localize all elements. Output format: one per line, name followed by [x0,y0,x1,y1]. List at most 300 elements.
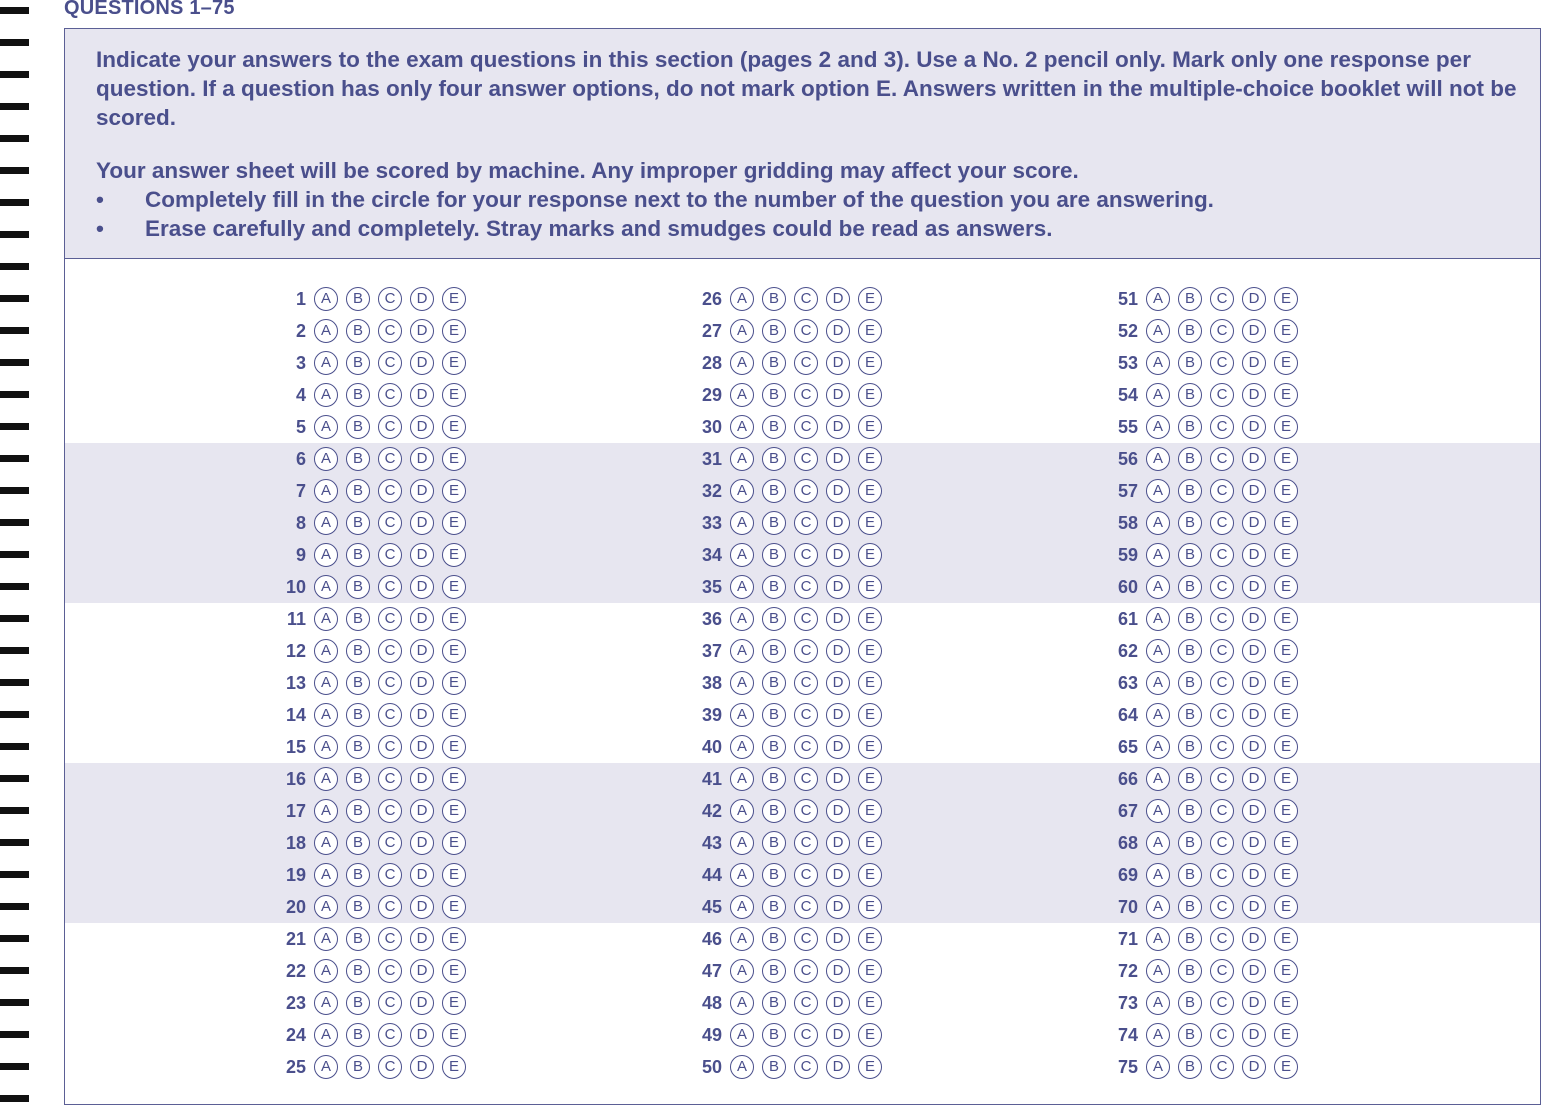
answer-bubble-a[interactable]: A [730,287,754,311]
answer-bubble-b[interactable]: B [346,959,370,983]
answer-bubble-c[interactable]: C [378,991,402,1015]
answer-bubble-e[interactable]: E [858,607,882,631]
answer-bubble-a[interactable]: A [314,959,338,983]
answer-bubble-b[interactable]: B [1178,447,1202,471]
answer-bubble-c[interactable]: C [378,671,402,695]
answer-bubble-b[interactable]: B [346,575,370,599]
answer-bubble-d[interactable]: D [410,991,434,1015]
answer-bubble-e[interactable]: E [442,351,466,375]
answer-bubble-c[interactable]: C [378,703,402,727]
answer-bubble-b[interactable]: B [762,1055,786,1079]
answer-bubble-d[interactable]: D [1242,287,1266,311]
answer-bubble-a[interactable]: A [314,575,338,599]
answer-bubble-e[interactable]: E [442,319,466,343]
answer-bubble-e[interactable]: E [442,383,466,407]
answer-bubble-d[interactable]: D [1242,671,1266,695]
answer-bubble-b[interactable]: B [762,639,786,663]
answer-bubble-a[interactable]: A [730,479,754,503]
answer-bubble-e[interactable]: E [1274,319,1298,343]
answer-bubble-e[interactable]: E [442,415,466,439]
answer-bubble-e[interactable]: E [858,735,882,759]
answer-bubble-e[interactable]: E [858,831,882,855]
answer-bubble-b[interactable]: B [1178,383,1202,407]
answer-bubble-b[interactable]: B [1178,511,1202,535]
answer-bubble-e[interactable]: E [1274,479,1298,503]
answer-bubble-a[interactable]: A [314,543,338,567]
answer-bubble-a[interactable]: A [1146,895,1170,919]
answer-bubble-a[interactable]: A [730,767,754,791]
answer-bubble-c[interactable]: C [1210,607,1234,631]
answer-bubble-d[interactable]: D [410,895,434,919]
answer-bubble-b[interactable]: B [1178,287,1202,311]
answer-bubble-c[interactable]: C [378,607,402,631]
answer-bubble-d[interactable]: D [410,575,434,599]
answer-bubble-c[interactable]: C [1210,863,1234,887]
answer-bubble-a[interactable]: A [730,927,754,951]
answer-bubble-e[interactable]: E [1274,991,1298,1015]
answer-bubble-d[interactable]: D [410,1023,434,1047]
answer-bubble-e[interactable]: E [858,895,882,919]
answer-bubble-c[interactable]: C [794,479,818,503]
answer-bubble-a[interactable]: A [730,735,754,759]
answer-bubble-e[interactable]: E [442,287,466,311]
answer-bubble-c[interactable]: C [1210,735,1234,759]
answer-bubble-a[interactable]: A [730,863,754,887]
answer-bubble-d[interactable]: D [1242,863,1266,887]
answer-bubble-e[interactable]: E [1274,639,1298,663]
answer-bubble-c[interactable]: C [794,447,818,471]
answer-bubble-d[interactable]: D [826,447,850,471]
answer-bubble-d[interactable]: D [410,511,434,535]
answer-bubble-e[interactable]: E [442,671,466,695]
answer-bubble-a[interactable]: A [314,639,338,663]
answer-bubble-a[interactable]: A [314,511,338,535]
answer-bubble-e[interactable]: E [858,447,882,471]
answer-bubble-e[interactable]: E [858,319,882,343]
answer-bubble-b[interactable]: B [346,895,370,919]
answer-bubble-c[interactable]: C [794,767,818,791]
answer-bubble-d[interactable]: D [410,319,434,343]
answer-bubble-c[interactable]: C [1210,415,1234,439]
answer-bubble-e[interactable]: E [858,511,882,535]
answer-bubble-a[interactable]: A [314,479,338,503]
answer-bubble-b[interactable]: B [762,1023,786,1047]
answer-bubble-d[interactable]: D [826,895,850,919]
answer-bubble-c[interactable]: C [794,895,818,919]
answer-bubble-b[interactable]: B [346,863,370,887]
answer-bubble-d[interactable]: D [410,415,434,439]
answer-bubble-e[interactable]: E [858,415,882,439]
answer-bubble-a[interactable]: A [730,703,754,727]
answer-bubble-a[interactable]: A [314,671,338,695]
answer-bubble-b[interactable]: B [762,927,786,951]
answer-bubble-d[interactable]: D [410,735,434,759]
answer-bubble-b[interactable]: B [762,607,786,631]
answer-bubble-b[interactable]: B [1178,671,1202,695]
answer-bubble-d[interactable]: D [410,639,434,663]
answer-bubble-d[interactable]: D [826,927,850,951]
answer-bubble-c[interactable]: C [378,383,402,407]
answer-bubble-d[interactable]: D [410,607,434,631]
answer-bubble-a[interactable]: A [1146,319,1170,343]
answer-bubble-d[interactable]: D [410,287,434,311]
answer-bubble-c[interactable]: C [1210,511,1234,535]
answer-bubble-d[interactable]: D [1242,703,1266,727]
answer-bubble-d[interactable]: D [410,671,434,695]
answer-bubble-b[interactable]: B [762,799,786,823]
answer-bubble-d[interactable]: D [826,351,850,375]
answer-bubble-a[interactable]: A [314,767,338,791]
answer-bubble-c[interactable]: C [794,735,818,759]
answer-bubble-b[interactable]: B [346,639,370,663]
answer-bubble-b[interactable]: B [346,1055,370,1079]
answer-bubble-c[interactable]: C [378,735,402,759]
answer-bubble-b[interactable]: B [346,1023,370,1047]
answer-bubble-d[interactable]: D [1242,543,1266,567]
answer-bubble-c[interactable]: C [378,319,402,343]
answer-bubble-a[interactable]: A [314,607,338,631]
answer-bubble-e[interactable]: E [442,447,466,471]
answer-bubble-d[interactable]: D [826,1023,850,1047]
answer-bubble-a[interactable]: A [314,319,338,343]
answer-bubble-a[interactable]: A [1146,959,1170,983]
answer-bubble-d[interactable]: D [1242,575,1266,599]
answer-bubble-e[interactable]: E [442,1023,466,1047]
answer-bubble-c[interactable]: C [794,863,818,887]
answer-bubble-b[interactable]: B [1178,479,1202,503]
answer-bubble-d[interactable]: D [1242,415,1266,439]
answer-bubble-b[interactable]: B [1178,703,1202,727]
answer-bubble-e[interactable]: E [1274,1023,1298,1047]
answer-bubble-a[interactable]: A [314,991,338,1015]
answer-bubble-a[interactable]: A [730,671,754,695]
answer-bubble-b[interactable]: B [1178,799,1202,823]
answer-bubble-c[interactable]: C [378,831,402,855]
answer-bubble-c[interactable]: C [378,543,402,567]
answer-bubble-e[interactable]: E [442,639,466,663]
answer-bubble-d[interactable]: D [826,543,850,567]
answer-bubble-b[interactable]: B [346,383,370,407]
answer-bubble-b[interactable]: B [762,575,786,599]
answer-bubble-a[interactable]: A [314,383,338,407]
answer-bubble-e[interactable]: E [442,863,466,887]
answer-bubble-c[interactable]: C [794,639,818,663]
answer-bubble-c[interactable]: C [1210,927,1234,951]
answer-bubble-e[interactable]: E [442,991,466,1015]
answer-bubble-a[interactable]: A [1146,703,1170,727]
answer-bubble-d[interactable]: D [826,671,850,695]
answer-bubble-e[interactable]: E [1274,735,1298,759]
answer-bubble-c[interactable]: C [794,351,818,375]
answer-bubble-e[interactable]: E [1274,831,1298,855]
answer-bubble-c[interactable]: C [1210,383,1234,407]
answer-bubble-a[interactable]: A [730,639,754,663]
answer-bubble-d[interactable]: D [410,543,434,567]
answer-bubble-d[interactable]: D [410,1055,434,1079]
answer-bubble-b[interactable]: B [346,287,370,311]
answer-bubble-a[interactable]: A [1146,607,1170,631]
answer-bubble-a[interactable]: A [730,831,754,855]
answer-bubble-d[interactable]: D [1242,1023,1266,1047]
answer-bubble-a[interactable]: A [1146,383,1170,407]
answer-bubble-d[interactable]: D [1242,1055,1266,1079]
answer-bubble-b[interactable]: B [762,543,786,567]
answer-bubble-b[interactable]: B [346,607,370,631]
answer-bubble-c[interactable]: C [378,639,402,663]
answer-bubble-c[interactable]: C [794,991,818,1015]
answer-bubble-b[interactable]: B [1178,735,1202,759]
answer-bubble-a[interactable]: A [314,1055,338,1079]
answer-bubble-b[interactable]: B [1178,543,1202,567]
answer-bubble-a[interactable]: A [730,1023,754,1047]
answer-bubble-a[interactable]: A [314,735,338,759]
answer-bubble-a[interactable]: A [1146,543,1170,567]
answer-bubble-a[interactable]: A [314,351,338,375]
answer-bubble-a[interactable]: A [1146,1055,1170,1079]
answer-bubble-d[interactable]: D [826,991,850,1015]
answer-bubble-e[interactable]: E [1274,703,1298,727]
answer-bubble-b[interactable]: B [346,799,370,823]
answer-bubble-e[interactable]: E [1274,543,1298,567]
answer-bubble-d[interactable]: D [826,959,850,983]
answer-bubble-c[interactable]: C [794,959,818,983]
answer-bubble-c[interactable]: C [1210,671,1234,695]
answer-bubble-c[interactable]: C [1210,287,1234,311]
answer-bubble-d[interactable]: D [1242,927,1266,951]
answer-bubble-b[interactable]: B [1178,607,1202,631]
answer-bubble-b[interactable]: B [762,767,786,791]
answer-bubble-c[interactable]: C [1210,1055,1234,1079]
answer-bubble-e[interactable]: E [1274,607,1298,631]
answer-bubble-d[interactable]: D [1242,479,1266,503]
answer-bubble-c[interactable]: C [794,415,818,439]
answer-bubble-d[interactable]: D [1242,959,1266,983]
answer-bubble-c[interactable]: C [794,607,818,631]
answer-bubble-e[interactable]: E [858,1023,882,1047]
answer-bubble-a[interactable]: A [730,543,754,567]
answer-bubble-e[interactable]: E [858,799,882,823]
answer-bubble-e[interactable]: E [1274,959,1298,983]
answer-bubble-d[interactable]: D [410,479,434,503]
answer-bubble-b[interactable]: B [762,991,786,1015]
answer-bubble-a[interactable]: A [1146,1023,1170,1047]
answer-bubble-b[interactable]: B [762,287,786,311]
answer-bubble-d[interactable]: D [1242,447,1266,471]
answer-bubble-b[interactable]: B [762,895,786,919]
answer-bubble-c[interactable]: C [794,287,818,311]
answer-bubble-a[interactable]: A [314,415,338,439]
answer-bubble-a[interactable]: A [1146,447,1170,471]
answer-bubble-e[interactable]: E [442,959,466,983]
answer-bubble-d[interactable]: D [826,639,850,663]
answer-bubble-c[interactable]: C [794,511,818,535]
answer-bubble-d[interactable]: D [826,831,850,855]
answer-bubble-b[interactable]: B [762,383,786,407]
answer-bubble-d[interactable]: D [1242,511,1266,535]
answer-bubble-c[interactable]: C [1210,767,1234,791]
answer-bubble-e[interactable]: E [442,831,466,855]
answer-bubble-b[interactable]: B [762,831,786,855]
answer-bubble-e[interactable]: E [1274,575,1298,599]
answer-bubble-e[interactable]: E [442,575,466,599]
answer-bubble-d[interactable]: D [1242,831,1266,855]
answer-bubble-a[interactable]: A [314,447,338,471]
answer-bubble-e[interactable]: E [1274,927,1298,951]
answer-bubble-a[interactable]: A [1146,927,1170,951]
answer-bubble-e[interactable]: E [858,383,882,407]
answer-bubble-a[interactable]: A [1146,799,1170,823]
answer-bubble-c[interactable]: C [1210,575,1234,599]
answer-bubble-a[interactable]: A [1146,639,1170,663]
answer-bubble-e[interactable]: E [442,479,466,503]
answer-bubble-b[interactable]: B [1178,991,1202,1015]
answer-bubble-e[interactable]: E [1274,799,1298,823]
answer-bubble-c[interactable]: C [378,351,402,375]
answer-bubble-d[interactable]: D [1242,319,1266,343]
answer-bubble-c[interactable]: C [1210,351,1234,375]
answer-bubble-e[interactable]: E [442,895,466,919]
answer-bubble-a[interactable]: A [1146,415,1170,439]
answer-bubble-d[interactable]: D [410,831,434,855]
answer-bubble-d[interactable]: D [1242,991,1266,1015]
answer-bubble-b[interactable]: B [346,319,370,343]
answer-bubble-a[interactable]: A [730,319,754,343]
answer-bubble-b[interactable]: B [346,447,370,471]
answer-bubble-b[interactable]: B [762,447,786,471]
answer-bubble-b[interactable]: B [1178,767,1202,791]
answer-bubble-e[interactable]: E [1274,895,1298,919]
answer-bubble-a[interactable]: A [730,447,754,471]
answer-bubble-e[interactable]: E [442,799,466,823]
answer-bubble-e[interactable]: E [442,767,466,791]
answer-bubble-e[interactable]: E [1274,1055,1298,1079]
answer-bubble-c[interactable]: C [1210,703,1234,727]
answer-bubble-b[interactable]: B [346,991,370,1015]
answer-bubble-e[interactable]: E [1274,511,1298,535]
answer-bubble-e[interactable]: E [858,575,882,599]
answer-bubble-e[interactable]: E [858,991,882,1015]
answer-bubble-c[interactable]: C [378,959,402,983]
answer-bubble-c[interactable]: C [378,447,402,471]
answer-bubble-b[interactable]: B [762,959,786,983]
answer-bubble-c[interactable]: C [378,767,402,791]
answer-bubble-e[interactable]: E [442,703,466,727]
answer-bubble-a[interactable]: A [314,703,338,727]
answer-bubble-a[interactable]: A [730,895,754,919]
answer-bubble-d[interactable]: D [826,735,850,759]
answer-bubble-b[interactable]: B [346,767,370,791]
answer-bubble-e[interactable]: E [858,1055,882,1079]
answer-bubble-a[interactable]: A [730,1055,754,1079]
answer-bubble-c[interactable]: C [378,1023,402,1047]
answer-bubble-c[interactable]: C [1210,1023,1234,1047]
answer-bubble-b[interactable]: B [346,927,370,951]
answer-bubble-b[interactable]: B [346,671,370,695]
answer-bubble-b[interactable]: B [762,479,786,503]
answer-bubble-c[interactable]: C [794,383,818,407]
answer-bubble-d[interactable]: D [826,319,850,343]
answer-bubble-a[interactable]: A [730,383,754,407]
answer-bubble-a[interactable]: A [1146,511,1170,535]
answer-bubble-e[interactable]: E [858,639,882,663]
answer-bubble-a[interactable]: A [1146,831,1170,855]
answer-bubble-e[interactable]: E [858,863,882,887]
answer-bubble-e[interactable]: E [442,927,466,951]
answer-bubble-c[interactable]: C [1210,959,1234,983]
answer-bubble-d[interactable]: D [410,383,434,407]
answer-bubble-b[interactable]: B [762,319,786,343]
answer-bubble-a[interactable]: A [1146,991,1170,1015]
answer-bubble-c[interactable]: C [378,895,402,919]
answer-bubble-a[interactable]: A [730,511,754,535]
answer-bubble-a[interactable]: A [1146,671,1170,695]
answer-bubble-d[interactable]: D [826,575,850,599]
answer-bubble-d[interactable]: D [410,927,434,951]
answer-bubble-c[interactable]: C [794,671,818,695]
answer-bubble-b[interactable]: B [1178,1055,1202,1079]
answer-bubble-b[interactable]: B [346,415,370,439]
answer-bubble-d[interactable]: D [410,959,434,983]
answer-bubble-c[interactable]: C [378,799,402,823]
answer-bubble-d[interactable]: D [826,1055,850,1079]
answer-bubble-b[interactable]: B [346,479,370,503]
answer-bubble-a[interactable]: A [314,1023,338,1047]
answer-bubble-d[interactable]: D [826,607,850,631]
answer-bubble-c[interactable]: C [794,703,818,727]
answer-bubble-b[interactable]: B [346,351,370,375]
answer-bubble-e[interactable]: E [858,703,882,727]
answer-bubble-c[interactable]: C [378,575,402,599]
answer-bubble-d[interactable]: D [1242,799,1266,823]
answer-bubble-d[interactable]: D [410,351,434,375]
answer-bubble-d[interactable]: D [1242,351,1266,375]
answer-bubble-b[interactable]: B [762,671,786,695]
answer-bubble-c[interactable]: C [794,927,818,951]
answer-bubble-d[interactable]: D [1242,767,1266,791]
answer-bubble-a[interactable]: A [1146,479,1170,503]
answer-bubble-e[interactable]: E [858,927,882,951]
answer-bubble-d[interactable]: D [826,415,850,439]
answer-bubble-c[interactable]: C [794,799,818,823]
answer-bubble-d[interactable]: D [410,799,434,823]
answer-bubble-d[interactable]: D [410,767,434,791]
answer-bubble-c[interactable]: C [378,863,402,887]
answer-bubble-c[interactable]: C [1210,447,1234,471]
answer-bubble-e[interactable]: E [858,543,882,567]
answer-bubble-d[interactable]: D [410,703,434,727]
answer-bubble-a[interactable]: A [314,927,338,951]
answer-bubble-b[interactable]: B [1178,863,1202,887]
answer-bubble-b[interactable]: B [762,735,786,759]
answer-bubble-d[interactable]: D [826,287,850,311]
answer-bubble-e[interactable]: E [1274,447,1298,471]
answer-bubble-e[interactable]: E [442,543,466,567]
answer-bubble-a[interactable]: A [314,799,338,823]
answer-bubble-c[interactable]: C [794,1055,818,1079]
answer-bubble-d[interactable]: D [826,383,850,407]
answer-bubble-a[interactable]: A [730,991,754,1015]
answer-bubble-c[interactable]: C [1210,799,1234,823]
answer-bubble-e[interactable]: E [1274,415,1298,439]
answer-bubble-d[interactable]: D [1242,895,1266,919]
answer-bubble-a[interactable]: A [314,863,338,887]
answer-bubble-b[interactable]: B [1178,1023,1202,1047]
answer-bubble-e[interactable]: E [858,767,882,791]
answer-bubble-b[interactable]: B [346,735,370,759]
answer-bubble-d[interactable]: D [826,479,850,503]
answer-bubble-c[interactable]: C [378,415,402,439]
answer-bubble-a[interactable]: A [1146,767,1170,791]
